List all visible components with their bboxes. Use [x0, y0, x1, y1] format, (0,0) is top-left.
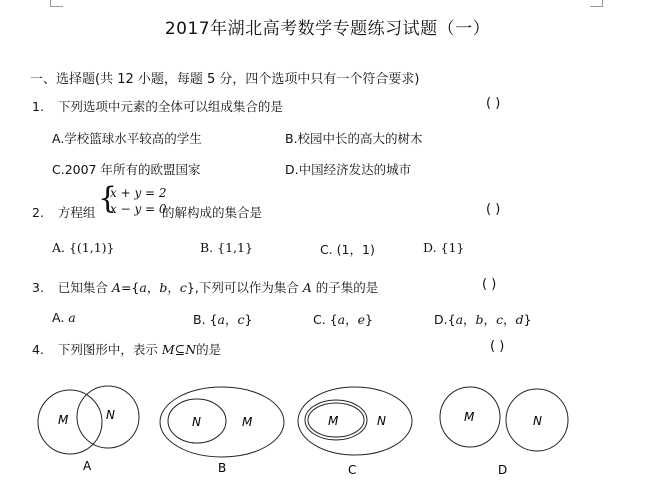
- opt-elem: e: [357, 312, 366, 327]
- opt-elem: d: [515, 312, 524, 327]
- venn-diagram-b: [160, 387, 284, 475]
- q1-option-c: C.2007 年所有的欧盟国家: [52, 162, 201, 177]
- opt-sep: ，: [224, 312, 238, 327]
- label-inner-n: N: [192, 415, 201, 429]
- opt-prefix: D.{: [434, 312, 456, 327]
- label-m: M: [58, 413, 69, 427]
- venn-diagram-c: [298, 387, 412, 477]
- set-m-symbol: M: [161, 342, 175, 357]
- opt-prefix: B. {: [193, 312, 218, 327]
- set-a-symbol: A: [111, 280, 121, 295]
- opt-end: }: [244, 312, 253, 327]
- opt-end: }: [523, 312, 532, 327]
- equation-1: x + y = 2: [110, 186, 167, 200]
- q4-text-1: 下列图形中，表示: [57, 342, 162, 357]
- opt-end: }: [365, 312, 373, 327]
- outer-ellipse: [160, 387, 284, 457]
- label-outer-m: M: [242, 415, 253, 429]
- question-1: [32, 97, 283, 115]
- set-a-symbol: A: [302, 280, 312, 295]
- answer-paren-1: ( ): [486, 96, 501, 111]
- opt-value: a: [68, 310, 76, 325]
- q1-option-a: A.学校篮球水平较高的学生: [52, 131, 202, 146]
- venn-diagrams: [0, 370, 655, 491]
- q1-option-b: B.校园中长的高大的树木: [285, 131, 423, 146]
- opt-sep: ，: [463, 312, 476, 327]
- question-number: 3.: [32, 280, 44, 295]
- q4-text-2: 的是: [196, 342, 222, 357]
- answer-paren-4: ( ): [490, 339, 505, 354]
- q2-option-c: C. (1，1): [320, 242, 375, 257]
- question-text-pre: 方程组: [57, 205, 96, 220]
- opt-sep: ，: [483, 312, 497, 327]
- q2-option-a: A. {(1,1)}: [52, 240, 115, 255]
- opt-prefix: C. {: [313, 312, 338, 327]
- opt-sep: ，: [345, 312, 358, 327]
- q3-option-c: [313, 310, 373, 328]
- diagram-letter-a: A: [83, 459, 92, 473]
- opt-elem: a: [455, 312, 464, 327]
- label-m: M: [464, 410, 475, 424]
- question-text-post: 的解构成的集合是: [162, 205, 263, 220]
- q1-option-d: D.中国经济发达的城市: [285, 162, 412, 177]
- question-text: 下列选项中元素的全体可以组成集合的是: [57, 99, 283, 114]
- diagram-letter-b: B: [218, 461, 227, 475]
- answer-paren-3: ( ): [482, 277, 497, 292]
- q3-option-d: [434, 310, 532, 328]
- venn-diagram-d: [440, 387, 568, 477]
- elem-b: b: [159, 280, 168, 295]
- question-number: 4.: [32, 342, 44, 357]
- label-n: N: [106, 408, 115, 422]
- answer-paren-2: ( ): [486, 202, 501, 217]
- q3-sep-1: ，: [146, 280, 160, 295]
- opt-elem: c: [237, 312, 245, 327]
- outer-ellipse: [298, 387, 412, 455]
- q3-sep-2: ，: [167, 280, 180, 295]
- diagram-letter-d: D: [498, 463, 508, 477]
- question-3: [32, 278, 378, 296]
- opt-elem: a: [337, 312, 346, 327]
- diagram-letter-c: C: [348, 463, 357, 477]
- opt-elem: c: [496, 312, 504, 327]
- q3-text-1: 已知集合: [57, 280, 112, 295]
- page-corner-mark-left: [50, 0, 63, 7]
- opt-elem: a: [217, 312, 225, 327]
- question-4: [32, 340, 221, 358]
- question-number: 2.: [32, 205, 44, 220]
- elem-c: c: [179, 280, 187, 295]
- circle-m: [38, 390, 102, 454]
- opt-prefix: A.: [52, 310, 69, 325]
- label-n: N: [533, 414, 542, 428]
- question-number: 1.: [32, 99, 44, 114]
- elem-a: a: [139, 280, 147, 295]
- section-heading: 一、选择题(共 12 小题，每题 5 分，四个选项中只有一个符合要求): [30, 72, 420, 87]
- page-corner-mark-right: [590, 0, 603, 7]
- set-n-symbol: N: [185, 342, 197, 357]
- subset-symbol: ⊆: [174, 342, 186, 357]
- question-2: [32, 203, 95, 221]
- q3-option-a: [52, 310, 76, 325]
- brace: {: [98, 181, 118, 216]
- venn-diagram-a: [38, 386, 139, 473]
- equation-2: x − y = 0: [110, 202, 167, 216]
- q3-option-b: [193, 310, 252, 328]
- q3-text-2: ={: [120, 280, 140, 295]
- label-inner-m: M: [328, 414, 339, 428]
- q3-text-3: },下列可以作为集合: [186, 280, 303, 295]
- opt-sep: ，: [503, 312, 516, 327]
- page-title: 2017年湖北高考数学专题练习试题（一）: [164, 19, 491, 39]
- label-outer-n: N: [377, 414, 386, 428]
- q2-option-d: D. {1}: [423, 240, 465, 255]
- q2-option-b: B. {1,1}: [200, 240, 253, 255]
- q3-text-4: 的子集的是: [311, 280, 379, 295]
- opt-elem: b: [475, 312, 484, 327]
